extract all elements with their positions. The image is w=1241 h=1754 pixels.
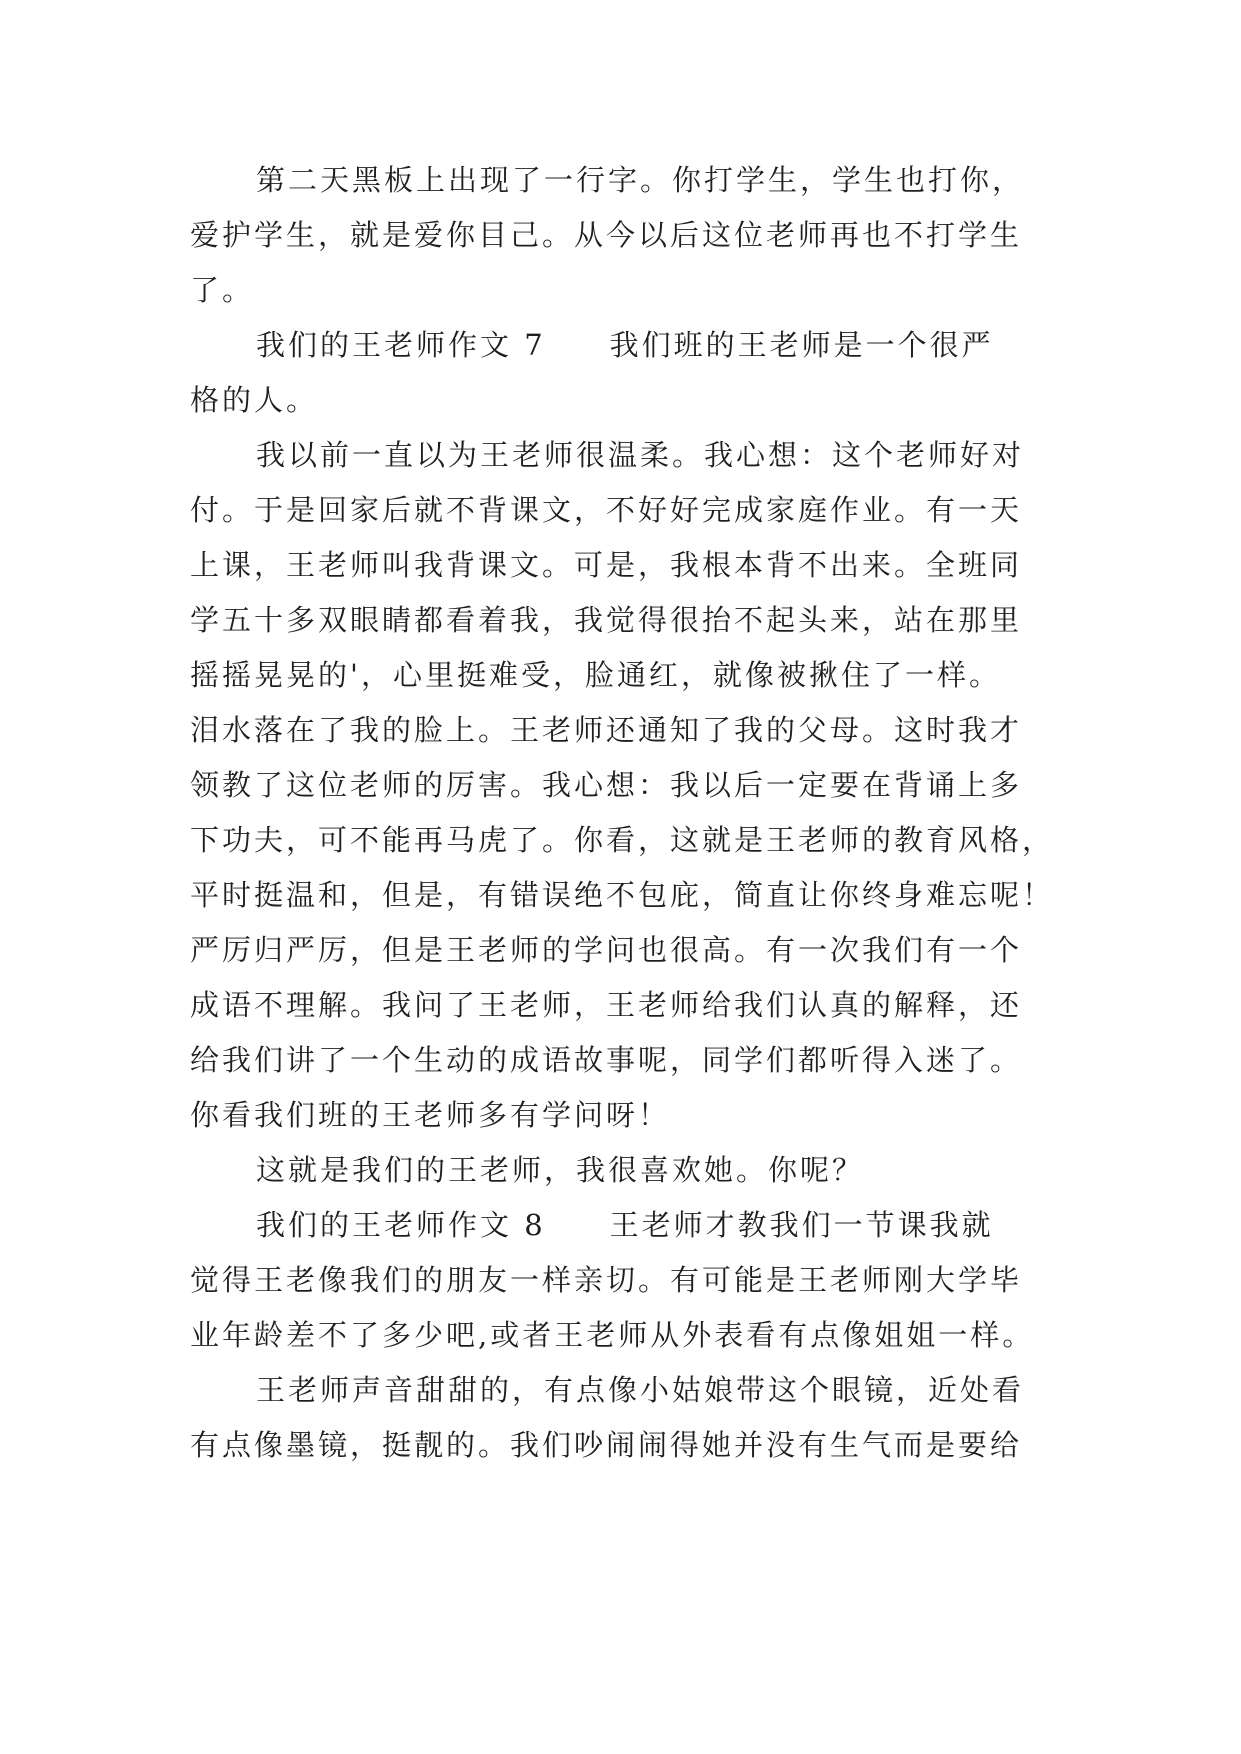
text-line: 了。 (190, 273, 255, 307)
text-line: 王老师声音甜甜的，有点像小姑娘带这个眼镜，近处看 (256, 1373, 1025, 1407)
text-line: 爱护学生，就是爱你目己。从今以后这位老师再也不打学生 (190, 218, 1023, 252)
text-line: 平时挺温和，但是，有错误绝不包庇，简直让你终身难忘呢！ (190, 878, 1055, 912)
text-line: 领教了这位老师的厉害。我心想：我以后一定要在背诵上多 (190, 768, 1023, 802)
text-line: 上课，王老师叫我背课文。可是，我根本背不出来。全班同 (190, 548, 1023, 582)
essay-heading-8: 我们的王老师作文 8 王老师才教我们一节课我就 (256, 1208, 994, 1242)
text-line: 摇摇晃晃的'，心里挺难受，脸通红，就像被揪住了一样。 (190, 658, 1001, 692)
text-line: 严厉归严厉，但是王老师的学问也很高。有一次我们有一个 (190, 933, 1023, 967)
essay-heading-7: 我们的王老师作文 7 我们班的王老师是一个很严 (256, 328, 994, 362)
text-line: 你看我们班的王老师多有学问呀！ (190, 1098, 671, 1132)
text-line: 下功夫，可不能再马虎了。你看，这就是王老师的教育风格， (190, 823, 1055, 857)
text-line: 觉得王老像我们的朋友一样亲切。有可能是王老师刚大学毕 (190, 1263, 1023, 1297)
text-line: 学五十多双眼睛都看着我，我觉得很抬不起头来，站在那里 (190, 603, 1023, 637)
text-line: 我以前一直以为王老师很温柔。我心想：这个老师好对 (256, 438, 1025, 472)
text-line: 有点像墨镜，挺靓的。我们吵闹闹得她并没有生气而是要给 (190, 1428, 1023, 1462)
text-line: 这就是我们的王老师，我很喜欢她。你呢？ (256, 1153, 865, 1187)
text-line: 第二天黑板上出现了一行字。你打学生，学生也打你， (256, 163, 1025, 197)
text-line: 业年龄差不了多少吧,或者王老师从外表看有点像姐姐一样。 (190, 1318, 1035, 1352)
text-line: 付。于是回家后就不背课文，不好好完成家庭作业。有一天 (190, 493, 1023, 527)
text-line: 泪水落在了我的脸上。王老师还通知了我的父母。这时我才 (190, 713, 1023, 747)
text-line: 成语不理解。我问了王老师，王老师给我们认真的解释，还 (190, 988, 1023, 1022)
text-line: 给我们讲了一个生动的成语故事呢，同学们都听得入迷了。 (190, 1043, 1023, 1077)
text-line: 格的人。 (190, 383, 319, 417)
